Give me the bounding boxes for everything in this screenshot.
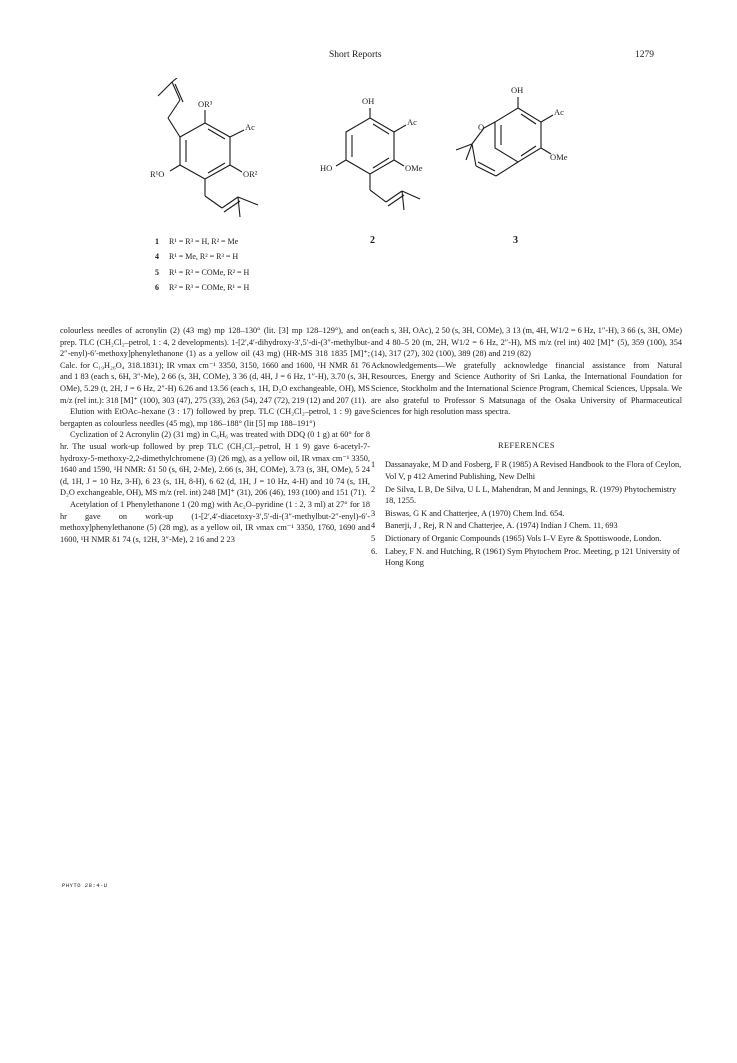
reference-text: De Silva, L B, De Silva, U L L, Mahendran, M and Jennings, R. (1979) Phytochemistry 18, 1255. bbox=[385, 484, 677, 506]
reference-text: Labey, F N. and Hutching, R (1961) Sym Phytochem Proc. Meeting, p 121 University of Hong Kong bbox=[385, 546, 680, 568]
ac-label: Ac bbox=[407, 117, 417, 127]
ac-label: Ac bbox=[245, 122, 255, 132]
ome-label: OMe bbox=[550, 152, 568, 162]
reference-text: Banerji, J , Rej, R N and Chatterjee, A. (1974) Indian J Chem. 11, 693 bbox=[385, 521, 618, 531]
or2-label: OR² bbox=[243, 169, 258, 179]
legend-num: 6 bbox=[155, 283, 159, 293]
ring-oxygen-label: O bbox=[478, 122, 485, 132]
ho-label: HO bbox=[320, 163, 333, 173]
reference-number: 1 bbox=[371, 460, 376, 470]
legend-text: R¹ = Me, R² = R³ = H bbox=[169, 252, 239, 262]
oh-label: OH bbox=[362, 96, 375, 106]
substituent-legend bbox=[155, 234, 249, 296]
ome-label: OMe bbox=[405, 163, 423, 173]
paragraph: colourless needles of acronylin (2) (43 mg) mp 128–130° (lit. [3] mp 128–129°), and on prep. TLC (CH₂Cl₂–petrol, 1 : 4, 2 developments). 1-[2′,4′-dihydroxy-3′,5′-di-(3″-methylbut-2″-enyl)-6′-methoxy]phenylethanone (1) as a yellow oil (43 mg) (HR-MS 318 1835 [M]⁺; Calc. for C₁₉H₂₆O₄ 318.1831); IR νmax cm⁻¹ 3350, 3150, 1660 and 1600, ¹H NMR δ1 76 and 1 83 (each s, 6H, 3″-Me), 2 66 (s, 3H, COMe), 3 36 (d, 4H, J = 6 Hz, 1″-H), 3.70 (s, 3H, OMe), 5.29 (t, 2H, J = 6 Hz, 2″-H) 6.26 and 13.56 (each s, 1H, D₂O exchangeable, OH), MS m/z (rel int.): 318 [M]⁺ (100), 303 (47), 275 (33), 263 (54), 247 (72), 219 (12) and 207 (11). bbox=[60, 326, 370, 405]
left-column bbox=[60, 325, 370, 545]
page-number: 1279 bbox=[635, 50, 654, 60]
acknowledgements: Acknowledgements—We gratefully acknowledge financial assistance from Natural Resources, Energy and Science Authority of Sri Lanka, the International Foundation for Science, Stockholm and the International Science Program, Chemical Sciences, Uppsala. We are also grateful to Professor S Matsunaga of the Osaka University of Pharmaceutical Sciences for high resolution mass spectra. bbox=[371, 360, 682, 417]
running-title: Short Reports bbox=[329, 50, 382, 60]
legend-num: 1 bbox=[155, 237, 159, 246]
page-header bbox=[0, 50, 737, 64]
reference-text: Dictionary of Organic Compounds (1965) Vols I–V Eyre & Spottiswoode, London. bbox=[385, 533, 662, 543]
reference-number: 6. bbox=[371, 546, 378, 556]
legend-row bbox=[155, 234, 249, 249]
paragraph: (each s, 3H, OAc), 2 50 (s, 3H, COMe), 3 13 (m, 4H, W1/2 = 6 Hz, 1″-H), 3 66 (s, 3H, OMe) and 4 80–5 20 (m, 2H, W1/2 = 6 Hz, 2″-H), MS m/z (rel int) 402 [M]⁺ (5), 359 (100), 354 (14), 317 (27), 302 (100), 389 (28) and 219 (82) bbox=[371, 326, 682, 359]
reference-item bbox=[371, 459, 682, 482]
legend-row bbox=[155, 280, 249, 295]
legend-row bbox=[155, 265, 249, 280]
legend-text: R¹ = R³ = COMe, R² = H bbox=[169, 267, 250, 277]
legend-row bbox=[155, 249, 249, 264]
legend-num: 4 bbox=[155, 252, 159, 262]
molecule-2 bbox=[320, 96, 423, 210]
paragraph: Elution with EtOAc–hexane (3 : 17) followed by prep. TLC (CH₂Cl₂–petrol, 1 : 9) gave bergapten as colourless needles (45 mg), mp 186–188° (lit [5] mp 188–191°) bbox=[60, 407, 370, 428]
reference-item bbox=[371, 533, 682, 545]
chemical-structures bbox=[0, 78, 737, 318]
reference-number: 2 bbox=[371, 484, 376, 494]
reference-number: 5 bbox=[371, 533, 376, 543]
right-column bbox=[371, 325, 682, 570]
reference-text: Dassanayake, M D and Fosberg, F R (1985) A Revised Handbook to the Flora of Ceylon, Vol V, p 412 Amerind Publishing, New Delhi bbox=[385, 460, 682, 481]
legend-text: R² = R³ = COMe, R¹ = H bbox=[169, 283, 250, 293]
compound-3-label: 3 bbox=[513, 235, 518, 246]
or3-label: OR³ bbox=[198, 99, 213, 109]
reference-item bbox=[371, 508, 682, 520]
reference-item bbox=[371, 484, 682, 507]
oh-label: OH bbox=[511, 85, 524, 95]
references-heading: REFERENCES bbox=[497, 440, 556, 450]
reference-number: 3 bbox=[371, 508, 376, 518]
legend-text: R¹ = R³ = H, R² = Me bbox=[169, 237, 239, 246]
paragraph: Cyclization of 2 Acronylin (2) (31 mg) in C₆H₆ was treated with DDQ (0 1 g) at 60° for 8 hr. The usual work-up followed by prep TLC (CH₂Cl₂–petrol, H 1 9) gave 6-acetyl-7-hydroxy-5-methoxy-2,2-dimethylchromene (3) (26 mg), as a yellow oil, IR νmax cm⁻¹ 3350, 1640 and 1590, ¹H NMR: δ1 50 (s, 6H, 2-Me), 2.66 (s, 3H, COMe), 3.73 (s, 3H, OMe), 5 24 (d, 1H, J = 10 Hz, 3-H), 6 23 (s, 1H, 8-H), 6 62 (d, 1H, J = 10 Hz, 4-H) and 10 74 (s, 1H, D₂O exchangeable, OH), MS m/z (rel. int) 248 [M]⁺ (31), 206 (46), 193 (100) and 151 (71). bbox=[60, 430, 370, 498]
references-list bbox=[371, 459, 682, 568]
reference-number: 4 bbox=[371, 521, 376, 531]
r1o-label: R¹O bbox=[150, 169, 165, 179]
reference-text: Biswas, G K and Chatterjee, A (1970) Chem Ind. 654. bbox=[385, 508, 565, 518]
footer-code: PHYTO 28:4-U bbox=[62, 882, 108, 889]
paragraph: Acetylation of 1 Phenylethanone 1 (20 mg) with Ac₂O–pyridine (1 : 2, 3 ml) at 27° for 18 hr gave on work-up (1-[2′,4′-diacetoxy-3′,5′-di-(3″-methylbut-2″-enyl)-6′-methoxy]phenylethanone (5) (28 mg), as a yellow oil, IR νmax cm⁻¹ 3350, 1760, 1690 and 1600, ¹H NMR δ1 74 (s, 12H, 3″-Me), 2 16 and 2 23 bbox=[60, 499, 370, 544]
compound-2-label: 2 bbox=[370, 235, 375, 246]
molecule-3 bbox=[456, 85, 568, 176]
ac-label: Ac bbox=[554, 107, 564, 117]
molecule-1 bbox=[150, 78, 258, 217]
structures-drawing bbox=[0, 78, 737, 318]
reference-item bbox=[371, 520, 682, 532]
reference-item bbox=[371, 546, 682, 569]
legend-num: 5 bbox=[155, 267, 159, 277]
